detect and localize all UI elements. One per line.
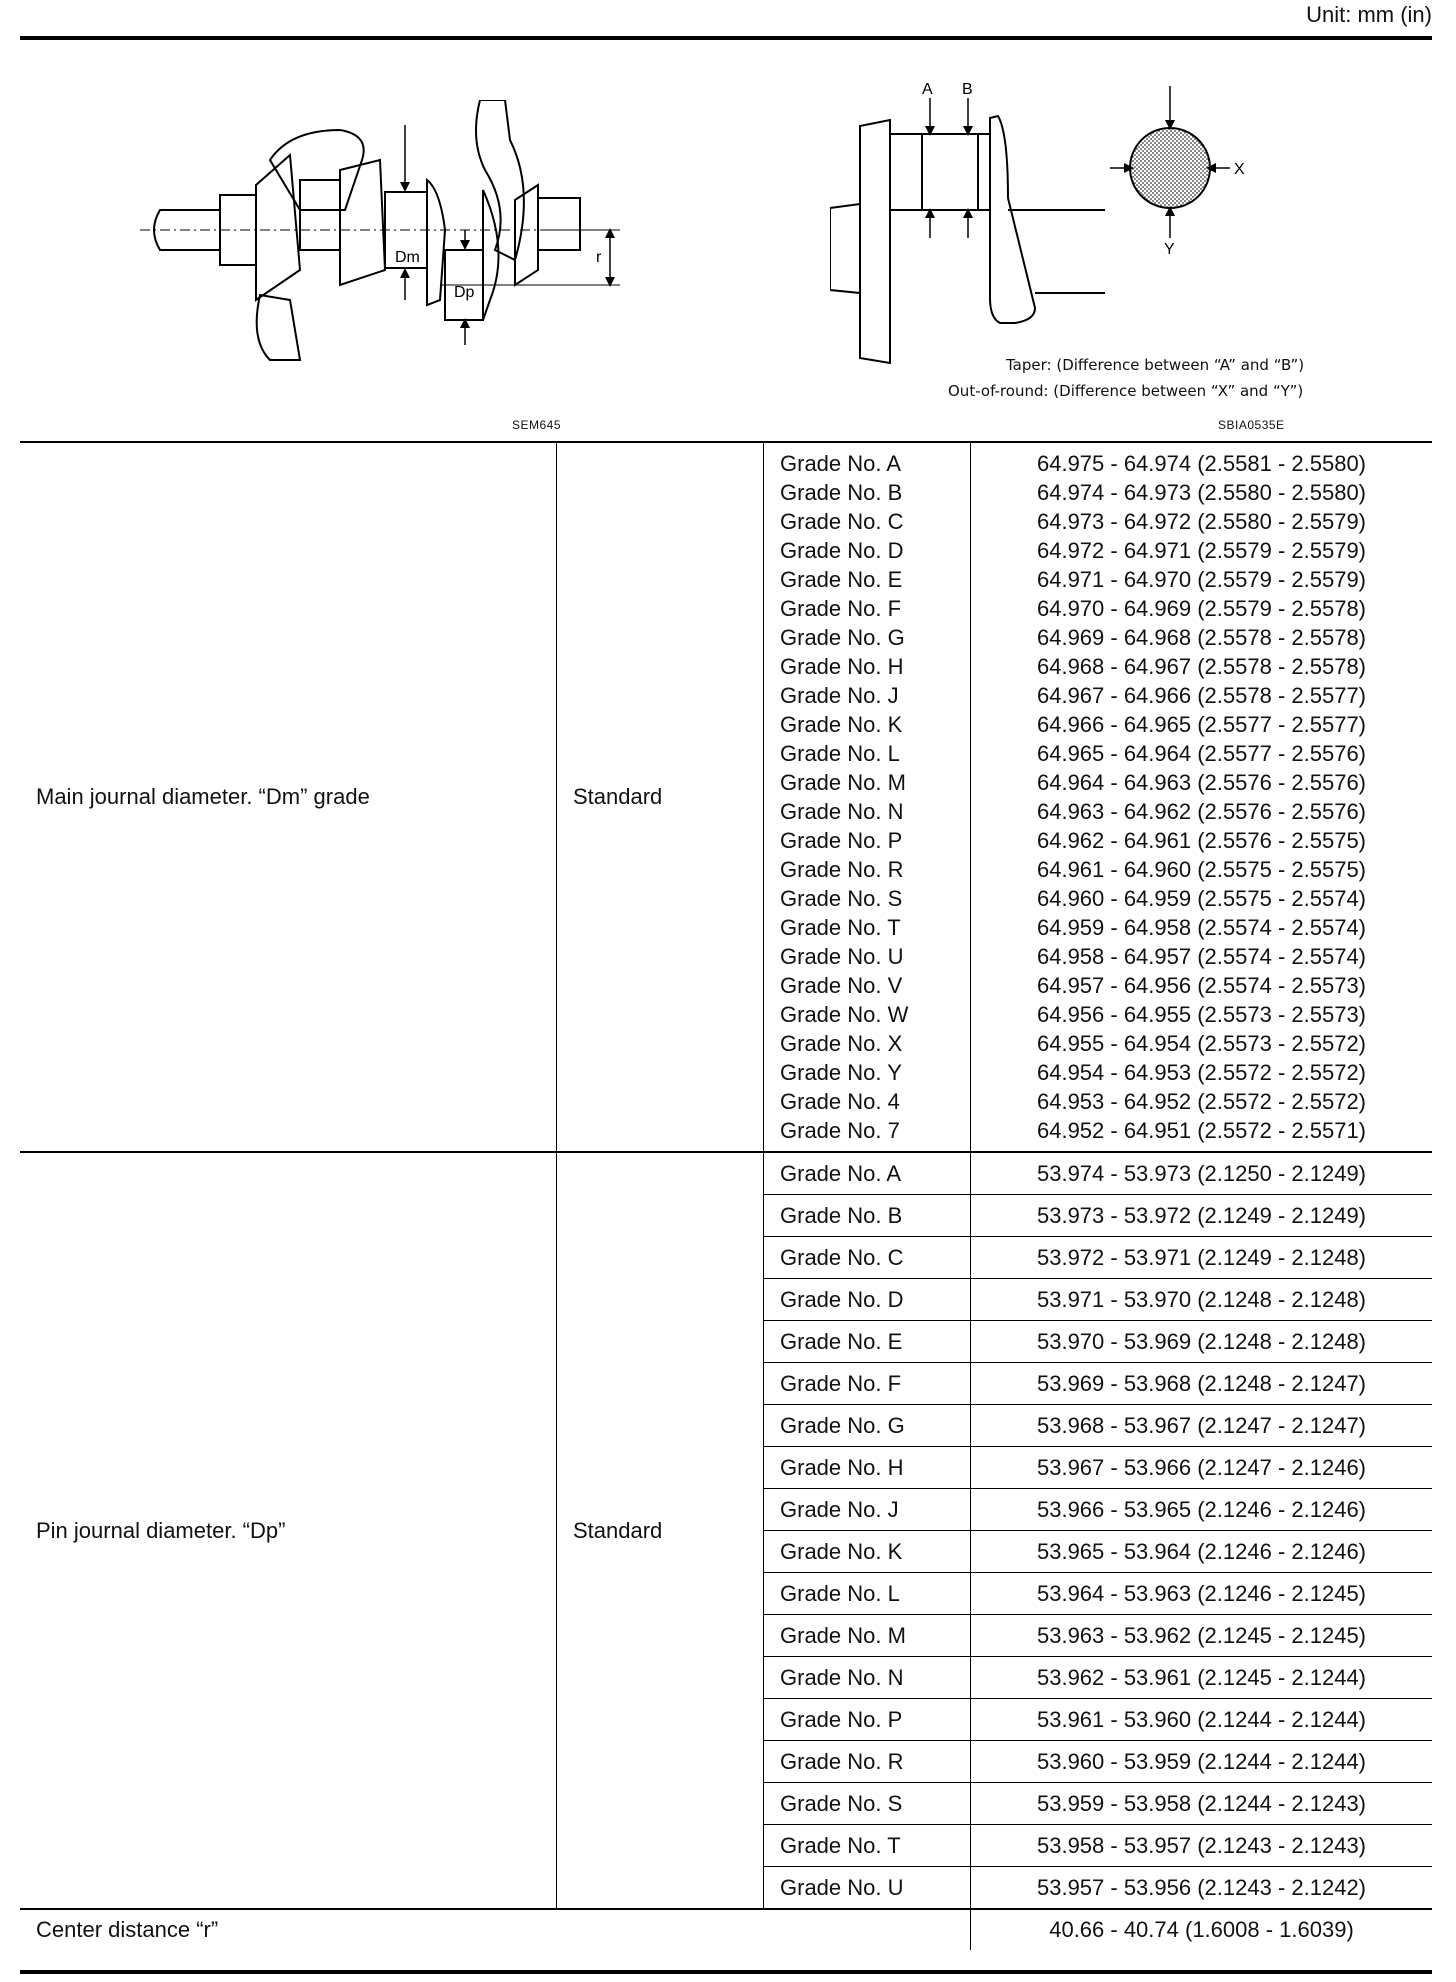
grade-value: 64.974 - 64.973 (2.5580 - 2.5580) — [1036, 479, 1367, 505]
grade-value: 53.973 - 53.972 (2.1249 - 2.1249) — [971, 1195, 1433, 1237]
unit-label: Unit: mm (in) — [1306, 2, 1432, 27]
out-of-round-caption: Out-of-round: (Difference between “X” and “Y”) — [948, 382, 1304, 400]
grade-value: 53.970 - 53.969 (2.1248 - 2.1248) — [971, 1321, 1433, 1363]
grade-label: Grade No. J — [764, 681, 971, 710]
grade-label: Grade No. U — [764, 1867, 971, 1910]
grade-label: Grade No. R — [764, 1741, 971, 1783]
grade-value: 64.973 - 64.972 (2.5580 - 2.5579) — [1036, 508, 1367, 534]
grade-label: Grade No. Y — [764, 1058, 971, 1087]
grade-label: Grade No. M — [764, 1615, 971, 1657]
grade-value: 64.972 - 64.971 (2.5579 - 2.5579) — [1036, 537, 1367, 563]
grade-label: Grade No. N — [764, 1657, 971, 1699]
spec-table — [20, 441, 1432, 1950]
r-label: r — [596, 249, 602, 266]
grade-value: 64.967 - 64.966 (2.5578 - 2.5577) — [1036, 682, 1367, 708]
dp-label: Dp — [454, 284, 475, 301]
x-label: X — [1234, 161, 1245, 178]
grade-label: Grade No. R — [764, 855, 971, 884]
grade-value: 64.970 - 64.969 (2.5579 - 2.5578) — [1036, 595, 1367, 621]
grade-value: 64.975 - 64.974 (2.5581 - 2.5580) — [971, 442, 1433, 478]
grade-value: 53.958 - 53.957 (2.1243 - 2.1243) — [971, 1825, 1433, 1867]
cross-section-circle — [1130, 128, 1210, 208]
grade-label: Grade No. W — [764, 1000, 971, 1029]
pin-journal-condition: Standard — [557, 1152, 764, 1909]
grade-value: 53.972 - 53.971 (2.1249 - 2.1248) — [971, 1237, 1433, 1279]
grade-value: 53.974 - 53.973 (2.1250 - 2.1249) — [971, 1152, 1433, 1195]
grade-value: 53.961 - 53.960 (2.1244 - 2.1244) — [971, 1699, 1433, 1741]
crankshaft-figure — [140, 100, 620, 375]
pin-journal-item: Pin journal diameter. “Dp” — [20, 1152, 557, 1909]
bottom-rule — [20, 1970, 1432, 1974]
grade-value: 53.968 - 53.967 (2.1247 - 2.1247) — [971, 1405, 1433, 1447]
grade-label: Grade No. G — [764, 623, 971, 652]
grade-label: Grade No. L — [764, 739, 971, 768]
grade-value: 53.966 - 53.965 (2.1246 - 2.1246) — [971, 1489, 1433, 1531]
grade-label: Grade No. S — [764, 884, 971, 913]
grade-label: Grade No. S — [764, 1783, 971, 1825]
grade-label: Grade No. J — [764, 1489, 971, 1531]
grade-value: 53.959 - 53.958 (2.1244 - 2.1243) — [971, 1783, 1433, 1825]
main-journal-condition: Standard — [557, 442, 764, 1152]
grade-label: Grade No. A — [764, 442, 971, 478]
grade-label: Grade No. 7 — [764, 1116, 971, 1152]
pin-journal-row — [20, 1152, 1432, 1195]
y-label: Y — [1164, 241, 1175, 258]
grade-value: 64.956 - 64.955 (2.5573 - 2.5573) — [1036, 1001, 1367, 1027]
grade-label: Grade No. E — [764, 565, 971, 594]
grade-label: Grade No. U — [764, 942, 971, 971]
center-distance-value: 40.66 - 40.74 (1.6008 - 1.6039) — [971, 1909, 1433, 1950]
grade-value: 53.962 - 53.961 (2.1245 - 2.1244) — [971, 1657, 1433, 1699]
grade-value: 64.966 - 64.965 (2.5577 - 2.5577) — [1036, 711, 1367, 737]
grade-value: 64.961 - 64.960 (2.5575 - 2.5575) — [1036, 856, 1367, 882]
grade-value: 53.963 - 53.962 (2.1245 - 2.1245) — [971, 1615, 1433, 1657]
grade-label: Grade No. X — [764, 1029, 971, 1058]
grade-value: 64.964 - 64.963 (2.5576 - 2.5576) — [1036, 769, 1367, 795]
main-journal-row — [20, 442, 1432, 478]
grade-value: 53.957 - 53.956 (2.1243 - 2.1242) — [971, 1867, 1433, 1910]
grade-value: 64.954 - 64.953 (2.5572 - 2.5572) — [1036, 1059, 1367, 1085]
crankshaft-drawing — [140, 100, 620, 370]
grade-value: 64.952 - 64.951 (2.5572 - 2.5571) — [1036, 1117, 1367, 1143]
grade-label: Grade No. K — [764, 710, 971, 739]
grade-value: 64.955 - 64.954 (2.5573 - 2.5572) — [1036, 1030, 1367, 1056]
grade-label: Grade No. H — [764, 652, 971, 681]
grade-label: Grade No. F — [764, 594, 971, 623]
grade-label: Grade No. D — [764, 1279, 971, 1321]
grade-label: Grade No. F — [764, 1363, 971, 1405]
grade-label: Grade No. K — [764, 1531, 971, 1573]
grade-value: 53.964 - 53.963 (2.1246 - 2.1245) — [971, 1573, 1433, 1615]
taper-caption: Taper: (Difference between “A” and “B”) — [1006, 356, 1305, 374]
grade-value: 64.968 - 64.967 (2.5578 - 2.5578) — [1036, 653, 1367, 679]
top-rule — [20, 36, 1432, 40]
grade-value: 64.953 - 64.952 (2.5572 - 2.5572) — [1036, 1088, 1367, 1114]
figure-code-left: SEM645 — [512, 418, 562, 432]
spec-table-body — [20, 442, 1432, 1950]
grade-label: Grade No. T — [764, 913, 971, 942]
grade-value: 64.971 - 64.970 (2.5579 - 2.5579) — [1036, 566, 1367, 592]
grade-label: Grade No. P — [764, 826, 971, 855]
grade-value: 64.960 - 64.959 (2.5575 - 2.5574) — [1036, 885, 1367, 911]
grade-label: Grade No. C — [764, 507, 971, 536]
grade-value: 64.958 - 64.957 (2.5574 - 2.5574) — [1036, 943, 1367, 969]
grade-value: 53.967 - 53.966 (2.1247 - 2.1246) — [971, 1447, 1433, 1489]
grade-label: Grade No. T — [764, 1825, 971, 1867]
main-journal-item: Main journal diameter. “Dm” grade — [20, 442, 557, 1152]
grade-label: Grade No. L — [764, 1573, 971, 1615]
grade-label: Grade No. B — [764, 1195, 971, 1237]
grade-value: 53.960 - 53.959 (2.1244 - 2.1244) — [971, 1741, 1433, 1783]
center-distance-row — [20, 1909, 1432, 1950]
grade-label: Grade No. A — [764, 1152, 971, 1195]
grade-value: 53.969 - 53.968 (2.1248 - 2.1247) — [971, 1363, 1433, 1405]
grade-label: Grade No. D — [764, 536, 971, 565]
taper-drawing — [830, 78, 1270, 378]
grade-value: 53.965 - 53.964 (2.1246 - 2.1246) — [971, 1531, 1433, 1573]
grade-value: 64.963 - 64.962 (2.5576 - 2.5576) — [1036, 798, 1367, 824]
dm-label: Dm — [395, 249, 420, 266]
taper-figure — [830, 78, 1270, 383]
figure-code-right: SBIA0535E — [1218, 418, 1285, 432]
grade-label: Grade No. B — [764, 478, 971, 507]
grade-value: 64.957 - 64.956 (2.5574 - 2.5573) — [1036, 972, 1367, 998]
grade-value: 64.969 - 64.968 (2.5578 - 2.5578) — [1036, 624, 1367, 650]
grade-label: Grade No. G — [764, 1405, 971, 1447]
grade-value: 64.959 - 64.958 (2.5574 - 2.5574) — [1036, 914, 1367, 940]
a-label: A — [922, 81, 933, 98]
grade-value: 53.971 - 53.970 (2.1248 - 2.1248) — [971, 1279, 1433, 1321]
grade-label: Grade No. M — [764, 768, 971, 797]
center-distance-item: Center distance “r” — [20, 1909, 971, 1950]
grade-value: 64.962 - 64.961 (2.5576 - 2.5575) — [1036, 827, 1367, 853]
b-label: B — [962, 81, 973, 98]
grade-value: 64.965 - 64.964 (2.5577 - 2.5576) — [1036, 740, 1367, 766]
grade-label: Grade No. P — [764, 1699, 971, 1741]
grade-label: Grade No. E — [764, 1321, 971, 1363]
grade-label: Grade No. V — [764, 971, 971, 1000]
grade-label: Grade No. N — [764, 797, 971, 826]
grade-label: Grade No. 4 — [764, 1087, 971, 1116]
grade-label: Grade No. H — [764, 1447, 971, 1489]
grade-label: Grade No. C — [764, 1237, 971, 1279]
